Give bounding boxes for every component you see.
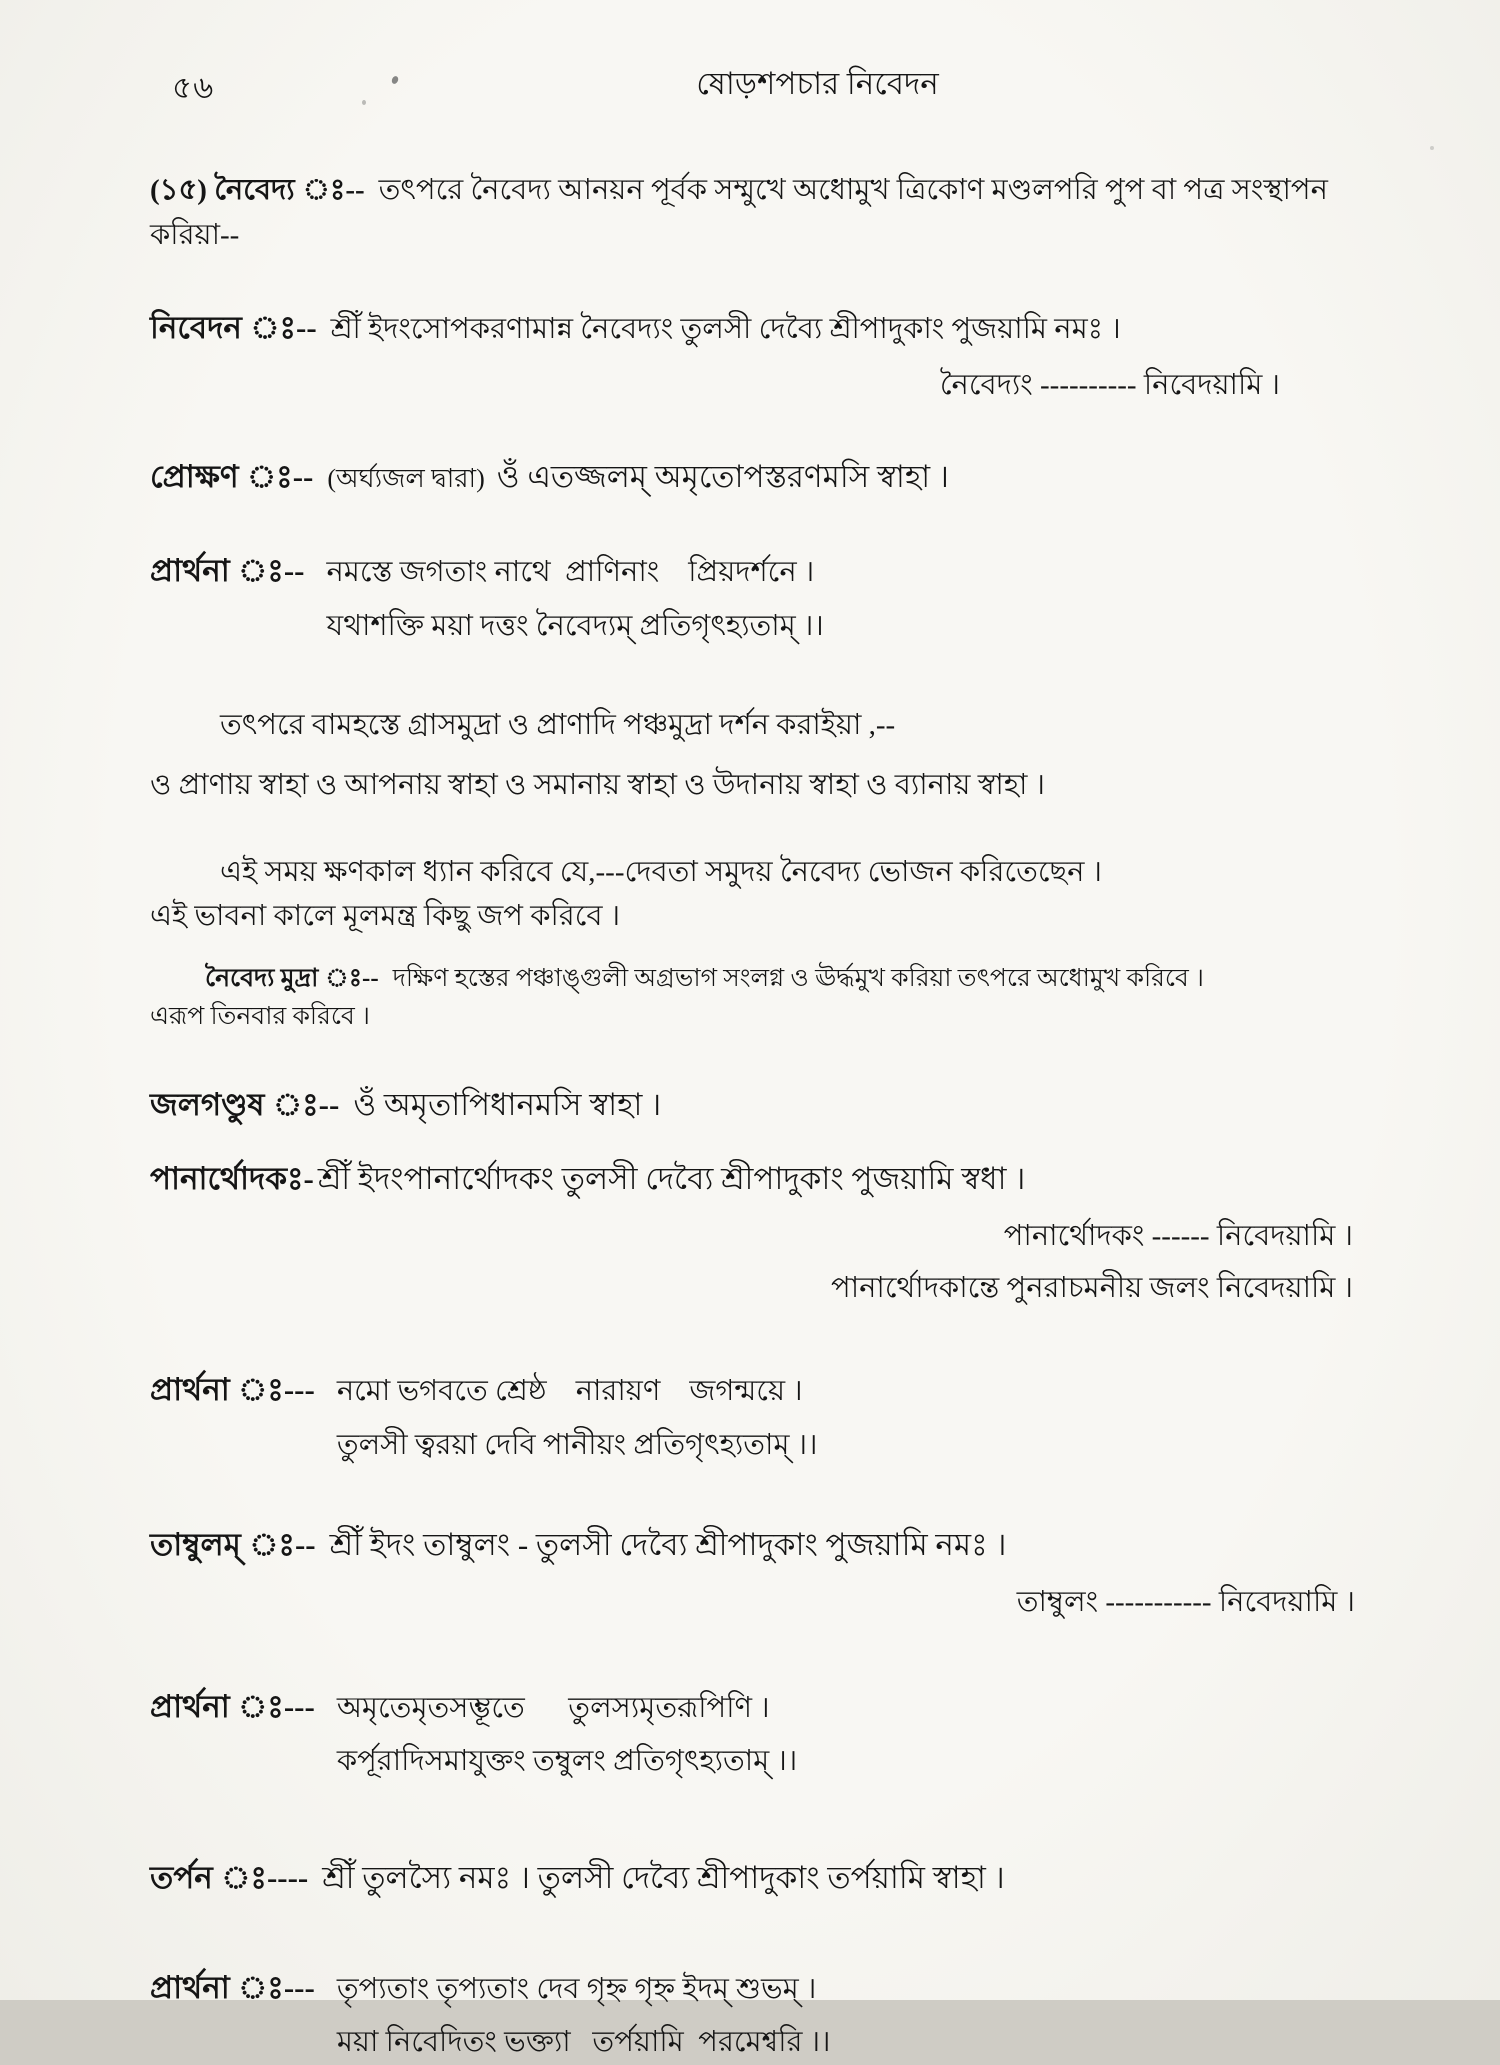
mantra-text: শ্রীঁ তুলস্যৈ নমঃ । তুলসী দেব্যৈ শ্রীপাদুকাং তর্পয়ামি স্বাহা । (322, 1859, 1005, 1895)
mantra-text: শ্রীঁ ইদংসোপকরণামান্ন নৈবেদ্যং তুলসী দেব্যৈ শ্রীপাদুকাং পুজয়ামি নমঃ । (330, 312, 1121, 345)
section-naibedya-intro (150, 168, 1365, 258)
section-dhyan-note (150, 851, 1365, 938)
mantra-text: শ্রীঁ ইদং তাম্বুলং - তুলসী দেব্যৈ শ্রীপাদুকাং পুজয়ামি নমঃ । (329, 1527, 1007, 1563)
mantra-text: ওঁ অমৃতাপিধানমসি স্বাহা । (353, 1087, 662, 1123)
section-label: প্রার্থনা ঃ-- (150, 553, 305, 589)
verse-line: নমো ভগবতে শ্রেষ্ঠ নারায়ণ জগন্ময়ে । (336, 1375, 803, 1408)
verse-line: কর্পূরাদিসমাযুক্তং তম্বুলং প্রতিগৃৎহ্যতাম্ ।। (336, 1745, 798, 1778)
section-tarpan (150, 1854, 1365, 1906)
section-label: প্রার্থনা ঃ--- (150, 1969, 315, 2005)
section-label: তাম্বুলম্ ঃ-- (150, 1527, 316, 1563)
section-label: (১৫) নৈবেদ্য ঃ-- (150, 174, 365, 206)
section-tambulam (150, 1521, 1365, 1625)
section-prokkhon (150, 453, 1365, 505)
section-label: নিবেদন ঃ-- (150, 309, 317, 345)
scan-speck (1430, 146, 1434, 150)
running-title: ষোড়শপচার নিবেদন (696, 66, 939, 101)
note-text: এরূপ তিনবার করিবে । (150, 1002, 370, 1030)
page-number: ৫৬ (172, 70, 215, 105)
offering-response: নৈবেদ্যং ---------- নিবেদয়ামি । (939, 368, 1280, 401)
section-label: প্রোক্ষণ ঃ-- (150, 459, 314, 495)
instruction-line: তৎপরে বামহস্তে গ্রাসমুদ্রা ও প্রাণাদি পঞ্চমুদ্রা দর্শন করাইয়া ,-- (220, 709, 896, 742)
section-label: নৈবেদ্য মুদ্রা ঃ-- (205, 965, 379, 993)
verse-line: নমস্তে জগতাং নাথে প্রাণিনাং প্রিয়দর্শনে । (326, 556, 815, 589)
section-prarthana-3 (150, 1683, 1365, 1784)
section-label: প্রার্থনা ঃ--- (150, 1372, 315, 1408)
section-mudra-display (150, 704, 1365, 807)
intro-text: তৎপরে নৈবেদ্য আনয়ন পূর্বক সম্মুখে অধোমুখ ত্রিকোণ মণ্ডলপরি পুপ বা পত্র সংস্থাপন করিয়া-- (150, 174, 1328, 251)
section-nibedon (150, 304, 1365, 408)
offering-response: পানার্থোদকং ------ নিবেদয়ামি । (1003, 1220, 1353, 1253)
section-label: জলগণ্ডুষ ঃ-- (150, 1087, 340, 1123)
section-panarthodaka (150, 1155, 1365, 1310)
mantra-line: ও প্রাণায় স্বাহা ও আপনায় স্বাহা ও সমানায় স্বাহা ও উদানায় স্বাহা ও ব্যানায় স্বাহা । (150, 768, 1046, 801)
section-label: তর্পন ঃ---- (150, 1859, 309, 1895)
section-prarthana-4 (150, 1964, 1365, 2065)
section-prarthana-1 (150, 547, 1365, 648)
section-jalagandusha (150, 1081, 1365, 1133)
verse-line: যথাশক্তি ময়া দত্তং নৈবেদ্যম্ প্রতিগৃৎহ্যতাম্ ।। (326, 609, 824, 642)
paren-note: (অর্ঘ্যজল দ্বারা) (327, 464, 485, 494)
verse-line: অমৃতেমৃতসম্ভূতে তুলস্যমৃতরূপিণি । (336, 1691, 770, 1724)
instruction-line: এই সময় ক্ষণকাল ধ্যান করিবে যে,---দেবতা সমুদয় নৈবেদ্য ভোজন করিতেছেন । (220, 856, 1102, 889)
mantra-text: ওঁ এতজ্জলম্ অমৃতোপস্তরণমসি স্বাহা । (496, 459, 949, 495)
offering-response: তাম্বুলং ----------- নিবেদয়ামি । (1016, 1586, 1355, 1619)
offering-response: পানার্থোদকান্তে পুনরাচমনীয় জলং নিবেদয়ামি । (831, 1271, 1353, 1304)
section-prarthana-2 (150, 1366, 1365, 1467)
section-label: পানার্থোদকঃ- (150, 1161, 314, 1197)
mantra-text: শ্রীঁ ইদংপানার্থোদকং তুলসী দেব্যৈ শ্রীপাদুকাং পুজয়ামি স্বধা । (317, 1161, 1026, 1197)
section-label: প্রার্থনা ঃ--- (150, 1688, 315, 1724)
instruction-line: এই ভাবনা কালে মূলমন্ত্র কিছু জপ করিবে । (150, 899, 621, 932)
verse-line: ময়া নিবেদিতং ভক্ত্যা তর্পয়ামি পরমেশ্বরি ।। (336, 2026, 831, 2059)
verse-line: তুলসী ত্বরয়া দেবি পানীয়ং প্রতিগৃৎহ্যতাম্ ।। (336, 1428, 818, 1461)
verse-line: তৃপ্যতাং তৃপ্যতাং দেব গৃহ্ন গৃহ্ন ইদম্ শুভম্ । (336, 1972, 817, 2005)
section-naibedya-mudra-note (150, 960, 1365, 1035)
page-header (150, 52, 1365, 116)
note-text: দক্ষিণ হস্তের পঞ্চাঙ্গুলী অগ্রভাগ সংলগ্ন ও ঊর্দ্ধমুখ করিয়া তৎপরে অধোমুখ করিবে । (392, 965, 1204, 993)
